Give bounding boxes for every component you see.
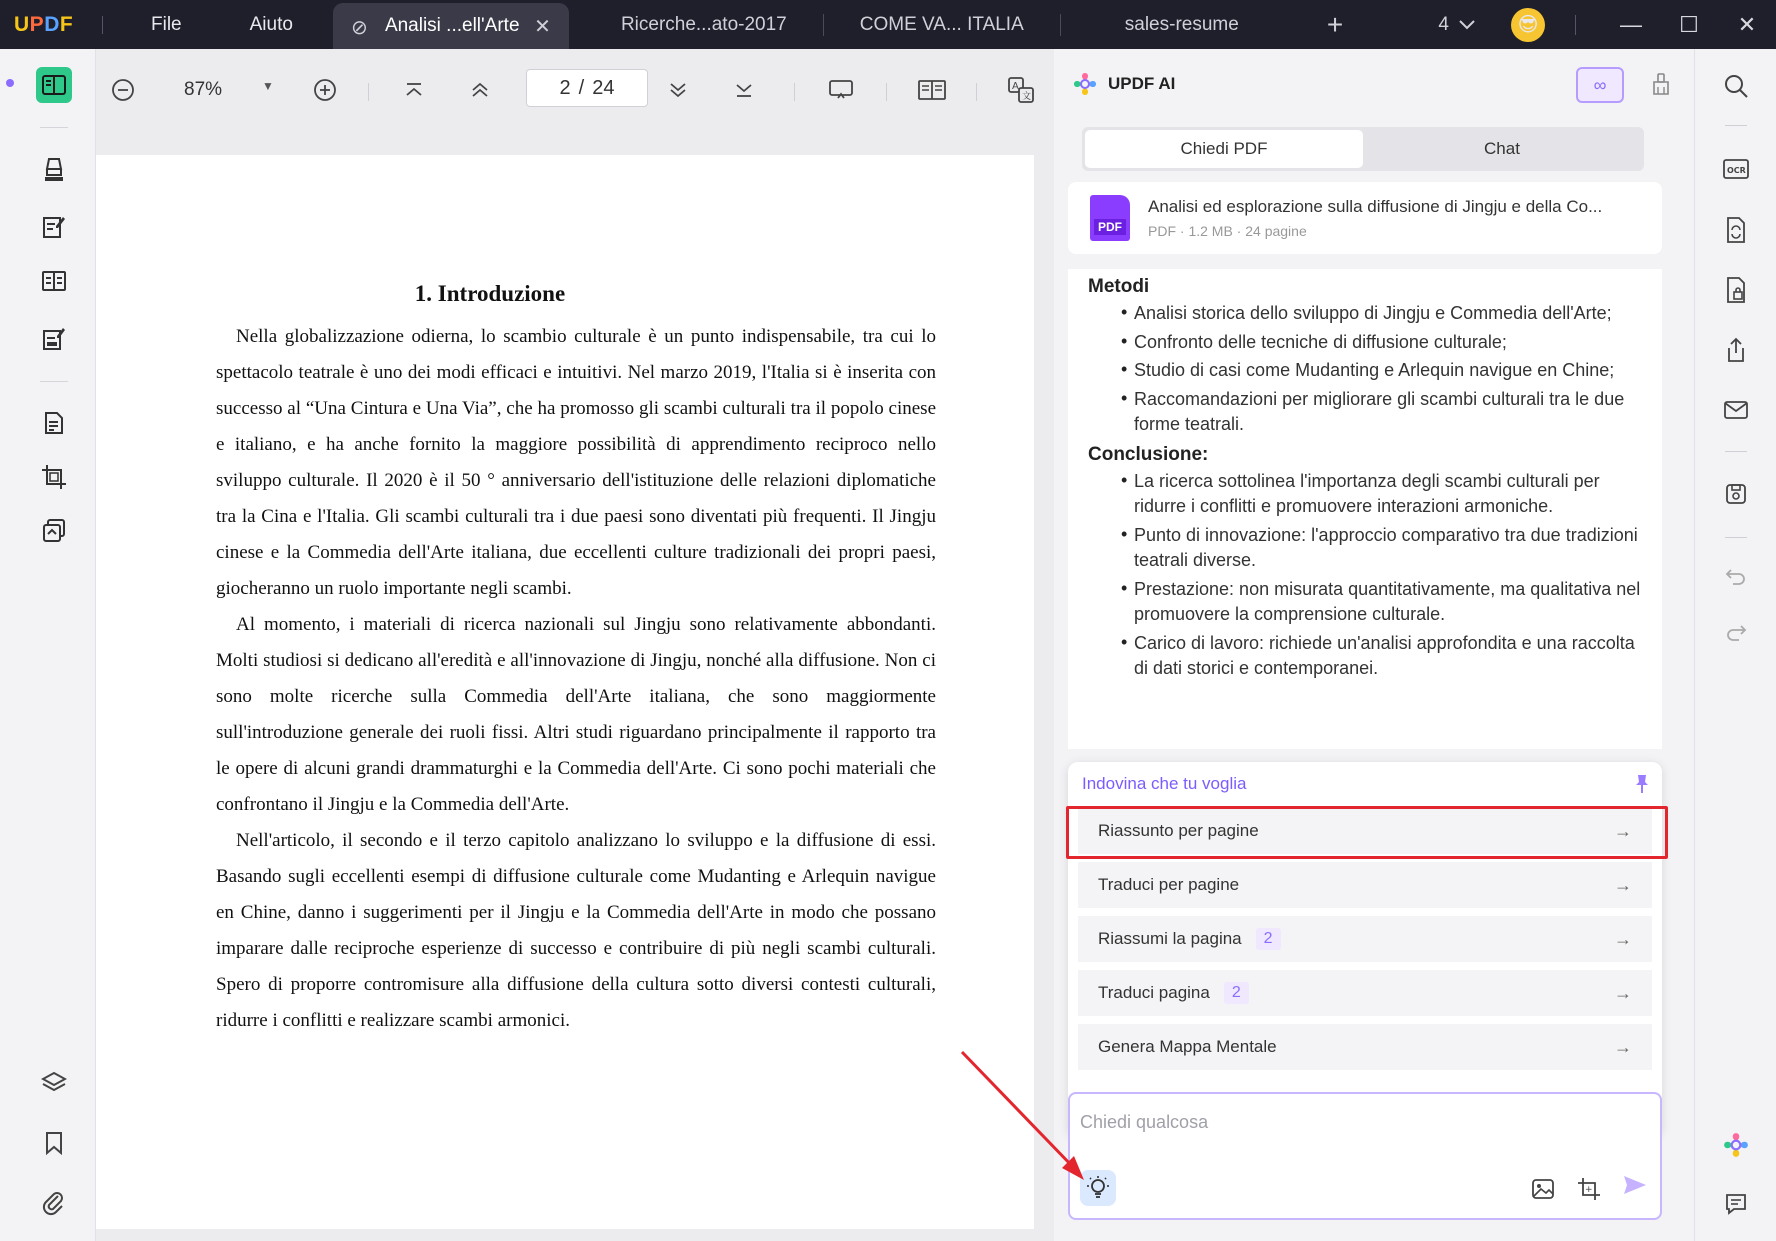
divider [886,83,887,101]
arrow-right-icon: → [1614,820,1632,841]
suggestion-label: Genera Mappa Mentale [1098,1037,1277,1056]
suggestion-label: Riassumi la pagina [1098,929,1242,948]
redo-icon[interactable] [1721,617,1751,647]
avatar[interactable]: 😎 [1511,8,1545,42]
answer-section-heading: Metodi [1088,276,1150,297]
save-icon[interactable] [1721,479,1751,509]
suggestion-summary-by-pages[interactable] [1078,808,1652,854]
ai-panel [1054,49,1694,1241]
page-heading: 1. Introduzione [414,281,566,306]
divider [40,127,68,128]
suggestion-mind-map[interactable] [1078,1024,1652,1070]
arrow-right-icon: → [1614,982,1632,1003]
suggestion-label: Traduci per pagine [1098,875,1240,894]
paragraph: Al momento, i materiali di ricerca nazionali sul Jingju sono relativamente abbondanti. Molti studiosi si dedicano all'eredità e all'innovazione di Jingju, nonché alla diffusione. Non ci sono molte ricerche sulla Commedia dell'Arte italiana, che sono maggiormente sull'introduzione generale dei ruoli fissi. Altri studi riguardano principalmente il rapporto tra le opere di alcuni grandi drammaturghi e la Commedia dell'Arte. Ci sono pochi materiali che confrontano il Jingju e la Commedia dell'Arte. [216,614,936,815]
title-bar [0,0,1776,49]
ask-input[interactable] [1080,1112,1640,1133]
page-body [216,319,936,1039]
protect-icon[interactable] [1721,275,1751,305]
menu-aiuto[interactable]: Aiuto [249,13,293,35]
tab-document-3[interactable] [824,0,1060,49]
total-pages: 24 [592,76,615,99]
left-tool-rail [0,49,96,1241]
suggestion-label: Traduci pagina [1098,983,1210,1002]
first-page-icon[interactable] [402,79,426,101]
tab-chat[interactable]: Chat [1484,139,1520,158]
tab-active-document[interactable] [333,3,569,49]
layers-icon[interactable] [36,1065,72,1101]
divider [1725,537,1747,538]
tab-document-2[interactable] [569,0,823,49]
lightbulb-icon[interactable] [1080,1170,1116,1206]
divider [1725,451,1747,452]
divider [368,83,369,101]
edit-off-icon: ⊘ [350,17,368,39]
updf-ai-icon[interactable] [1721,1130,1751,1160]
arrow-right-icon: → [1614,874,1632,895]
highlighter-icon[interactable] [36,151,72,187]
translate-icon[interactable] [1006,75,1036,105]
svg-text:+: + [1585,1185,1593,1195]
last-page-icon[interactable] [732,79,756,101]
fill-sign-icon[interactable] [36,321,72,357]
suggestions-title: Indovina che tu voglia [1082,774,1247,793]
tab-label: sales-resume [1124,13,1239,35]
suggestion-translate-page[interactable] [1078,970,1652,1016]
clear-chat-icon[interactable] [1646,69,1676,99]
file-name: Analisi ed esplorazione sulla diffusione di Jingju e della Co... [1148,197,1603,216]
close-tab-icon[interactable]: ✕ [534,15,551,38]
paragraph: Nella globalizzazione odierna, lo scambio culturale è un punto indispensabile, tra cui lo spettacolo teatrale è uno dei modi efficaci e intuitivi. Nel marzo 2019, l'Italia si è inserita con successo al “Una Cintura e Una Via”, che ha promosso gli scambi culturali tra il popolo cinese e italiano, e ha anche fornito la maggiore possibilità di apprendimento reciproco nello sviluppo culturale. Il 2020 è il 50 ° anniversario dell'istituzione delle relazioni diplomatiche tra la Cina e l'Italia. Gli scambi culturali tra i due paesi sono diventati più frequenti. Il Jingju cinese e la Commedia dell'Arte italiana, due eccellenti culture tradizionali dei propri paesi, giocheranno un ruolo importante negli scambi. [216,326,936,599]
crop-page-icon[interactable] [36,459,72,495]
ai-header [1072,71,1175,97]
suggestion-summarize-page[interactable] [1078,916,1652,962]
viewer-toolbar [96,49,1054,135]
divider [1575,15,1576,35]
paragraph: Nell'articolo, il secondo e il terzo capitolo analizzano lo sviluppo e la diffusione di essi. Basando sugli eccellenti esempi di diffusione culturale come Mudanting e Arlequin navigue en Chine, danno i suggerimenti per il Jingju e la Commedia dell'Arte in modo che possano imparare dalle reciproche esperienze di successo e contribuire di più negli scambi culturali. Spero di proporre contromisure alla diffusione della cultura sotto diversi contesti culturali, ridurre i conflitti e realizzare scambi armonici. [216,830,936,1031]
answer-list [1134,469,1642,682]
pin-icon[interactable] [1634,774,1650,799]
reader-mode-icon[interactable] [36,67,72,103]
right-tool-rail [1694,49,1776,1241]
list-item: • Punto di innovazione: l'approccio comparativo tra due tradizioni teatrali diverse. [1134,523,1642,574]
list-item: • Studio di casi come Mudanting e Arlequin navigue en Chine; [1134,358,1642,384]
page-separator: / [578,76,585,99]
arrow-right-icon: → [1614,1036,1632,1057]
divider [102,16,103,34]
suggestion-translate-by-pages[interactable] [1078,862,1652,908]
updf-ai-logo-icon [1072,71,1098,97]
suggestions-panel [1068,762,1662,1136]
divider [1725,125,1747,126]
zoom-in-icon[interactable] [312,77,338,103]
svg-text:文: 文 [1022,92,1032,102]
zoom-out-icon[interactable] [110,77,136,103]
ai-mode-switch [1082,127,1644,171]
infinity-icon[interactable]: ∞ [1576,67,1624,103]
batch-pdf-icon[interactable] [36,513,72,549]
screenshot-icon[interactable] [1576,1176,1602,1202]
tab-count[interactable]: 4 [1438,13,1449,35]
menu-file[interactable]: File [151,13,182,35]
tab-ask-pdf[interactable]: Chiedi PDF [1085,130,1363,168]
pdf-file-icon [1090,195,1130,241]
page-badge: 2 [1224,982,1249,1004]
page-badge: 2 [1256,928,1281,950]
new-tab-icon[interactable]: + [1326,8,1344,40]
suggestion-label: Riassunto per pagine [1098,821,1259,840]
share-icon[interactable] [1721,335,1751,365]
app-logo: UPDF [14,12,74,36]
undo-icon[interactable] [1721,561,1751,591]
zoom-level[interactable]: 87% [184,79,223,100]
document-area [96,49,1054,1241]
next-page-icon[interactable] [666,79,690,101]
file-meta: PDF · 1.2 MB · 24 pagine [1148,223,1307,239]
previous-page-icon[interactable] [468,79,492,101]
svg-text:OCR: OCR [1727,166,1746,175]
minimize-icon[interactable]: — [1620,11,1642,37]
notification-dot [6,79,14,87]
list-item: • Carico di lavoro: richiede un'analisi approfondita e una raccolta di dati storici e contemporanei. [1134,631,1642,682]
ai-answer [1068,269,1662,749]
tab-document-4[interactable] [1061,0,1303,49]
list-item: • Analisi storica dello sviluppo di Jingju e Commedia dell'Arte; [1134,301,1642,327]
presentation-icon[interactable] [826,77,856,103]
email-icon[interactable] [1721,395,1751,425]
answer-list [1134,301,1642,438]
image-upload-icon[interactable] [1530,1176,1556,1202]
svg-text:A: A [1012,81,1019,92]
edit-pdf-icon[interactable] [36,209,72,245]
attachment-icon[interactable] [36,1185,72,1221]
close-window-icon[interactable]: ✕ [1737,11,1757,37]
comment-icon[interactable] [1721,1189,1751,1219]
divider [976,83,977,101]
ai-panel-title: UPDF AI [1108,74,1176,93]
current-page: 2 [559,76,571,99]
answer-section-heading: Conclusione: [1088,443,1209,465]
search-icon[interactable] [1721,71,1751,101]
maximize-icon[interactable]: ☐ [1679,11,1699,37]
zoom-dropdown-icon[interactable]: ▼ [262,79,274,93]
arrow-right-icon: → [1614,928,1632,949]
divider [794,83,795,101]
convert-pdf-icon[interactable] [36,405,72,441]
list-item: • Prestazione: non misurata quantitativamente, ma qualitativa nel promuovere la comprensione culturale. [1134,577,1642,628]
convert-icon[interactable] [1721,215,1751,245]
pdf-page [96,155,1034,1229]
page-number-field[interactable] [526,69,648,107]
ocr-icon[interactable] [1721,154,1751,184]
tab-label: Ricerche...ato-2017 [620,13,787,35]
list-item: • Confronto delle tecniche di diffusione culturale; [1134,330,1642,356]
bookmark-icon[interactable] [36,1125,72,1161]
pdf-badge: PDF [1094,219,1126,235]
list-item: • Raccomandazioni per migliorare gli scambi culturali tra le due forme teatrali. [1134,387,1642,438]
tab-label: Analisi ...ell'Arte [384,15,520,36]
send-icon[interactable] [1622,1174,1648,1202]
tab-label: COME VA... ITALIA [859,13,1024,35]
chat-input-box [1068,1092,1662,1220]
chevron-down-icon[interactable] [1459,17,1511,33]
page-display-icon[interactable] [916,77,948,103]
list-item: • La ricerca sottolinea l'importanza degli scambi culturali per ridurre i conflitti e promuovere interazioni armoniche. [1134,469,1642,520]
file-card[interactable] [1068,182,1662,254]
divider [40,381,68,382]
